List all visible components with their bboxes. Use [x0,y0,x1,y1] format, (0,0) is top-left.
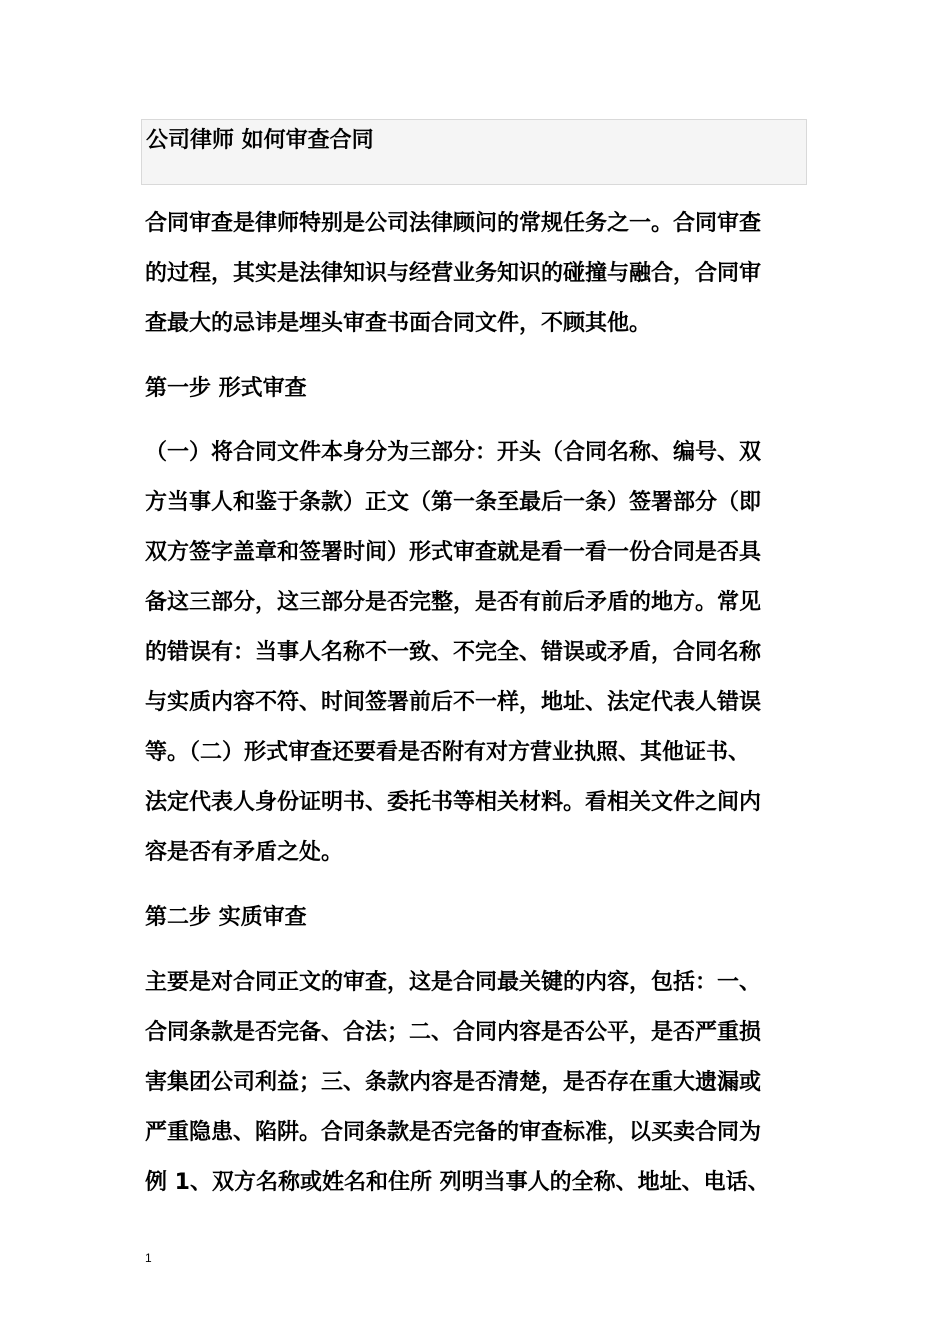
step1-line: 容是否有矛盾之处。 [145,840,344,865]
intro-line: 查最大的忌讳是埋头审查书面合同文件，不顾其他。 [145,311,652,336]
step1-line: 双方签字盖章和签署时间）形式审查就是看一看一份合同是否具 [145,540,762,565]
step1-line: 等。（二）形式审查还要看是否附有对方营业执照、其他证书、 [145,740,751,765]
document-title: 公司律师 如何审查合同 [146,128,374,153]
page-number: 1 [145,1251,152,1265]
step2-heading: 第二步 实质审查 [145,905,307,930]
step2-line: 例 1、双方名称或姓名和住所 列明当事人的全称、地址、电话、 [145,1170,770,1195]
title-box [141,119,807,185]
step1-heading: 第一步 形式审查 [145,376,307,401]
step2-line: 害集团公司利益；三、条款内容是否清楚，是否存在重大遗漏或 [145,1070,762,1095]
step1-line: 的错误有：当事人名称不一致、不完全、错误或矛盾，合同名称 [145,640,762,665]
step1-line: 备这三部分，这三部分是否完整，是否有前后矛盾的地方。常见 [145,590,762,615]
step1-line: （一）将合同文件本身分为三部分：开头（合同名称、编号、双 [145,440,762,465]
step1-line: 与实质内容不符、时间签署前后不一样，地址、法定代表人错误 [145,690,762,715]
step1-line: 方当事人和鉴于条款）正文（第一条至最后一条）签署部分（即 [145,490,762,515]
step2-line: 主要是对合同正文的审查，这是合同最关键的内容，包括：一、 [145,970,762,995]
intro-line: 合同审查是律师特别是公司法律顾问的常规任务之一。合同审查 [145,211,762,236]
step2-line: 严重隐患、陷阱。合同条款是否完备的审查标准，以买卖合同为 [145,1120,762,1145]
step2-line: 合同条款是否完备、合法；二、合同内容是否公平，是否严重损 [145,1020,762,1045]
step1-line: 法定代表人身份证明书、委托书等相关材料。看相关文件之间内 [145,790,762,815]
intro-line: 的过程，其实是法律知识与经营业务知识的碰撞与融合，合同审 [145,261,762,286]
